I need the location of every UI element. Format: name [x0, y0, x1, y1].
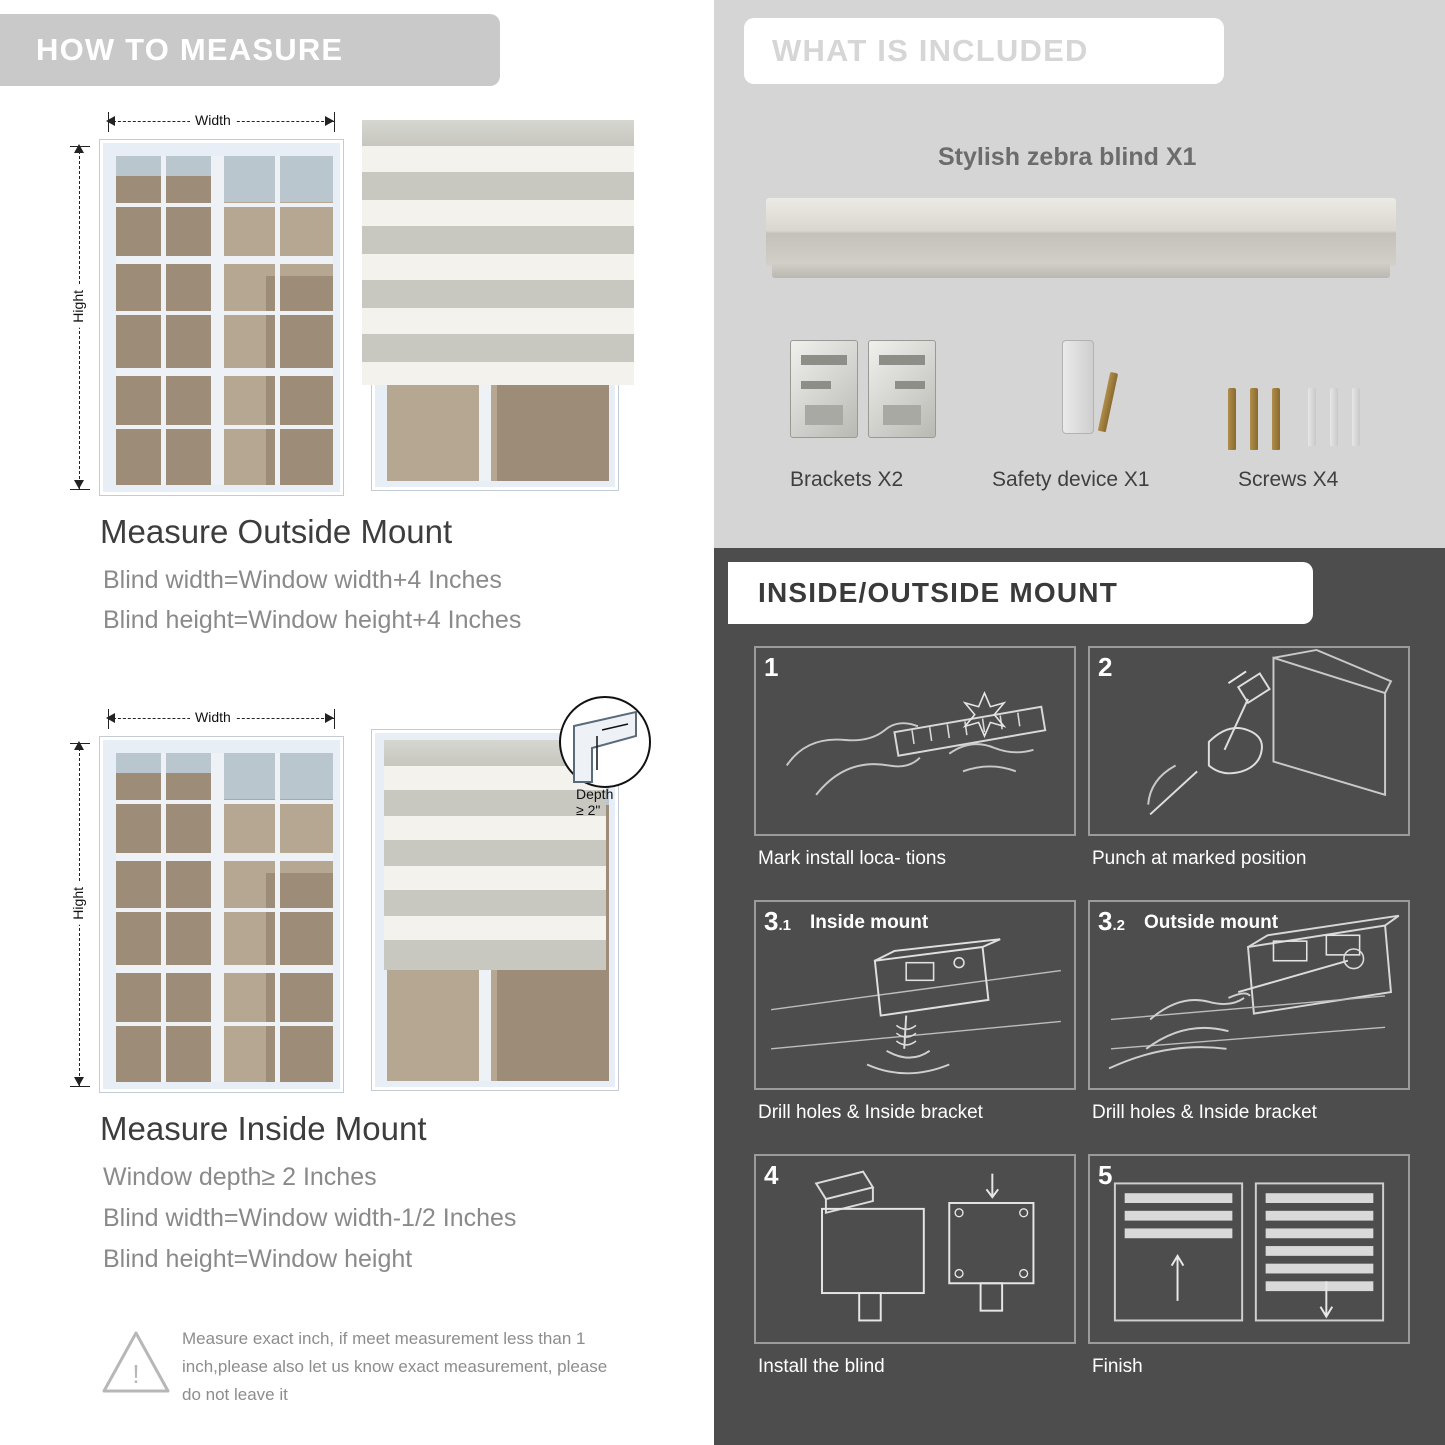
step-5-number: 5: [1098, 1160, 1113, 1190]
anchor-part-3: [1352, 388, 1360, 446]
outside-mount-line-1: Blind width=Window width+4 Inches: [103, 566, 502, 594]
how-to-measure-title: HOW TO MEASURE: [36, 32, 344, 67]
bracket-part-1: [790, 340, 858, 438]
inside-mount-line-3: Blind height=Window height: [103, 1245, 413, 1273]
step-1-caption: Mark install loca- tions: [758, 848, 946, 869]
step-card-4: [754, 1154, 1076, 1344]
safety-device-part: [1062, 340, 1094, 434]
outside-height-tick-top: [70, 146, 90, 147]
inside-height-tick-top: [70, 743, 90, 744]
step-3-1-number: 3.1: [764, 906, 791, 936]
warning-icon: [100, 1327, 172, 1397]
step-1-number: 1: [764, 652, 779, 682]
depth-callout-label: Depth ≥ 2": [576, 786, 614, 818]
measurement-note: Measure exact inch, if meet measurement less than 1 inch,please also let us know exact measurement, please do not leave it: [182, 1329, 608, 1404]
outside-width-label: Width: [190, 112, 236, 128]
outside-mount-heading: Measure Outside Mount: [100, 513, 453, 550]
step-4-caption: Install the blind: [758, 1356, 885, 1377]
inside-outside-mount-title: INSIDE/OUTSIDE MOUNT: [758, 577, 1119, 608]
outside-mount-zebra-blind: [362, 120, 634, 385]
screw-part-2: [1250, 388, 1258, 450]
included-item-label-1: Safety device X1: [992, 468, 1150, 491]
outside-width-tick-right: [334, 112, 335, 132]
inside-mount-line-2: Blind width=Window width-1/2 Inches: [103, 1204, 517, 1232]
step-1-sketch: [756, 648, 1074, 834]
inside-width-label: Width: [190, 709, 236, 725]
step-2-sketch: [1090, 648, 1408, 834]
anchor-part-1: [1308, 388, 1316, 446]
how-to-measure-banner: [0, 14, 500, 86]
step-3-2-inline-label: Outside mount: [1144, 912, 1279, 933]
screw-part-3: [1272, 388, 1280, 450]
inside-width-arrow-right: [325, 713, 334, 723]
inside-mount-line-1: Window depth≥ 2 Inches: [103, 1163, 377, 1191]
outside-height-label: Hight: [70, 285, 86, 328]
step-3-2-number: 3.2: [1098, 906, 1125, 936]
anchor-part-2: [1330, 388, 1338, 446]
outside-mount-line-2: Blind height=Window height+4 Inches: [103, 606, 522, 634]
inside-width-tick-left: [108, 709, 109, 729]
zebra-blind-headrail: [766, 198, 1396, 266]
outside-width-tick-left: [108, 112, 109, 132]
inside-mount-heading: Measure Inside Mount: [100, 1110, 427, 1147]
outside-height-arrow-down: [74, 480, 84, 489]
outside-window-frame: [100, 140, 343, 495]
included-product-title: Stylish zebra blind X1: [938, 143, 1197, 171]
step-card-1: [754, 646, 1076, 836]
bracket-part-2: [868, 340, 936, 438]
inside-outside-mount-banner: [728, 562, 1313, 624]
inside-height-arrow-down: [74, 1077, 84, 1086]
inside-height-tick-bottom: [70, 1086, 90, 1087]
what-is-included-title: WHAT IS INCLUDED: [772, 33, 1089, 68]
svg-text:!: !: [132, 1359, 140, 1389]
step-3-1-inline-label: Inside mount: [810, 912, 929, 933]
what-is-included-banner: [744, 18, 1224, 84]
included-item-label-2: Screws X4: [1238, 468, 1339, 491]
step-4-number: 4: [764, 1160, 779, 1190]
step-card-5: [1088, 1154, 1410, 1344]
included-item-label-0: Brackets X2: [790, 468, 904, 491]
inside-window-frame: [100, 737, 343, 1092]
step-card-2: [1088, 646, 1410, 836]
inside-width-tick-right: [334, 709, 335, 729]
screw-part-1: [1228, 388, 1236, 450]
outside-width-arrow-right: [325, 116, 334, 126]
how-to-measure-panel: [0, 0, 714, 1445]
step-3-2-caption: Drill holes & Inside bracket: [1092, 1102, 1317, 1123]
inside-height-label: Hight: [70, 882, 86, 925]
step-4-sketch: [756, 1156, 1074, 1342]
step-5-sketch: [1090, 1156, 1408, 1342]
step-2-caption: Punch at marked position: [1092, 848, 1307, 869]
step-5-caption: Finish: [1092, 1356, 1143, 1377]
step-2-number: 2: [1098, 652, 1113, 682]
step-3-1-caption: Drill holes & Inside bracket: [758, 1102, 983, 1123]
outside-height-tick-bottom: [70, 489, 90, 490]
